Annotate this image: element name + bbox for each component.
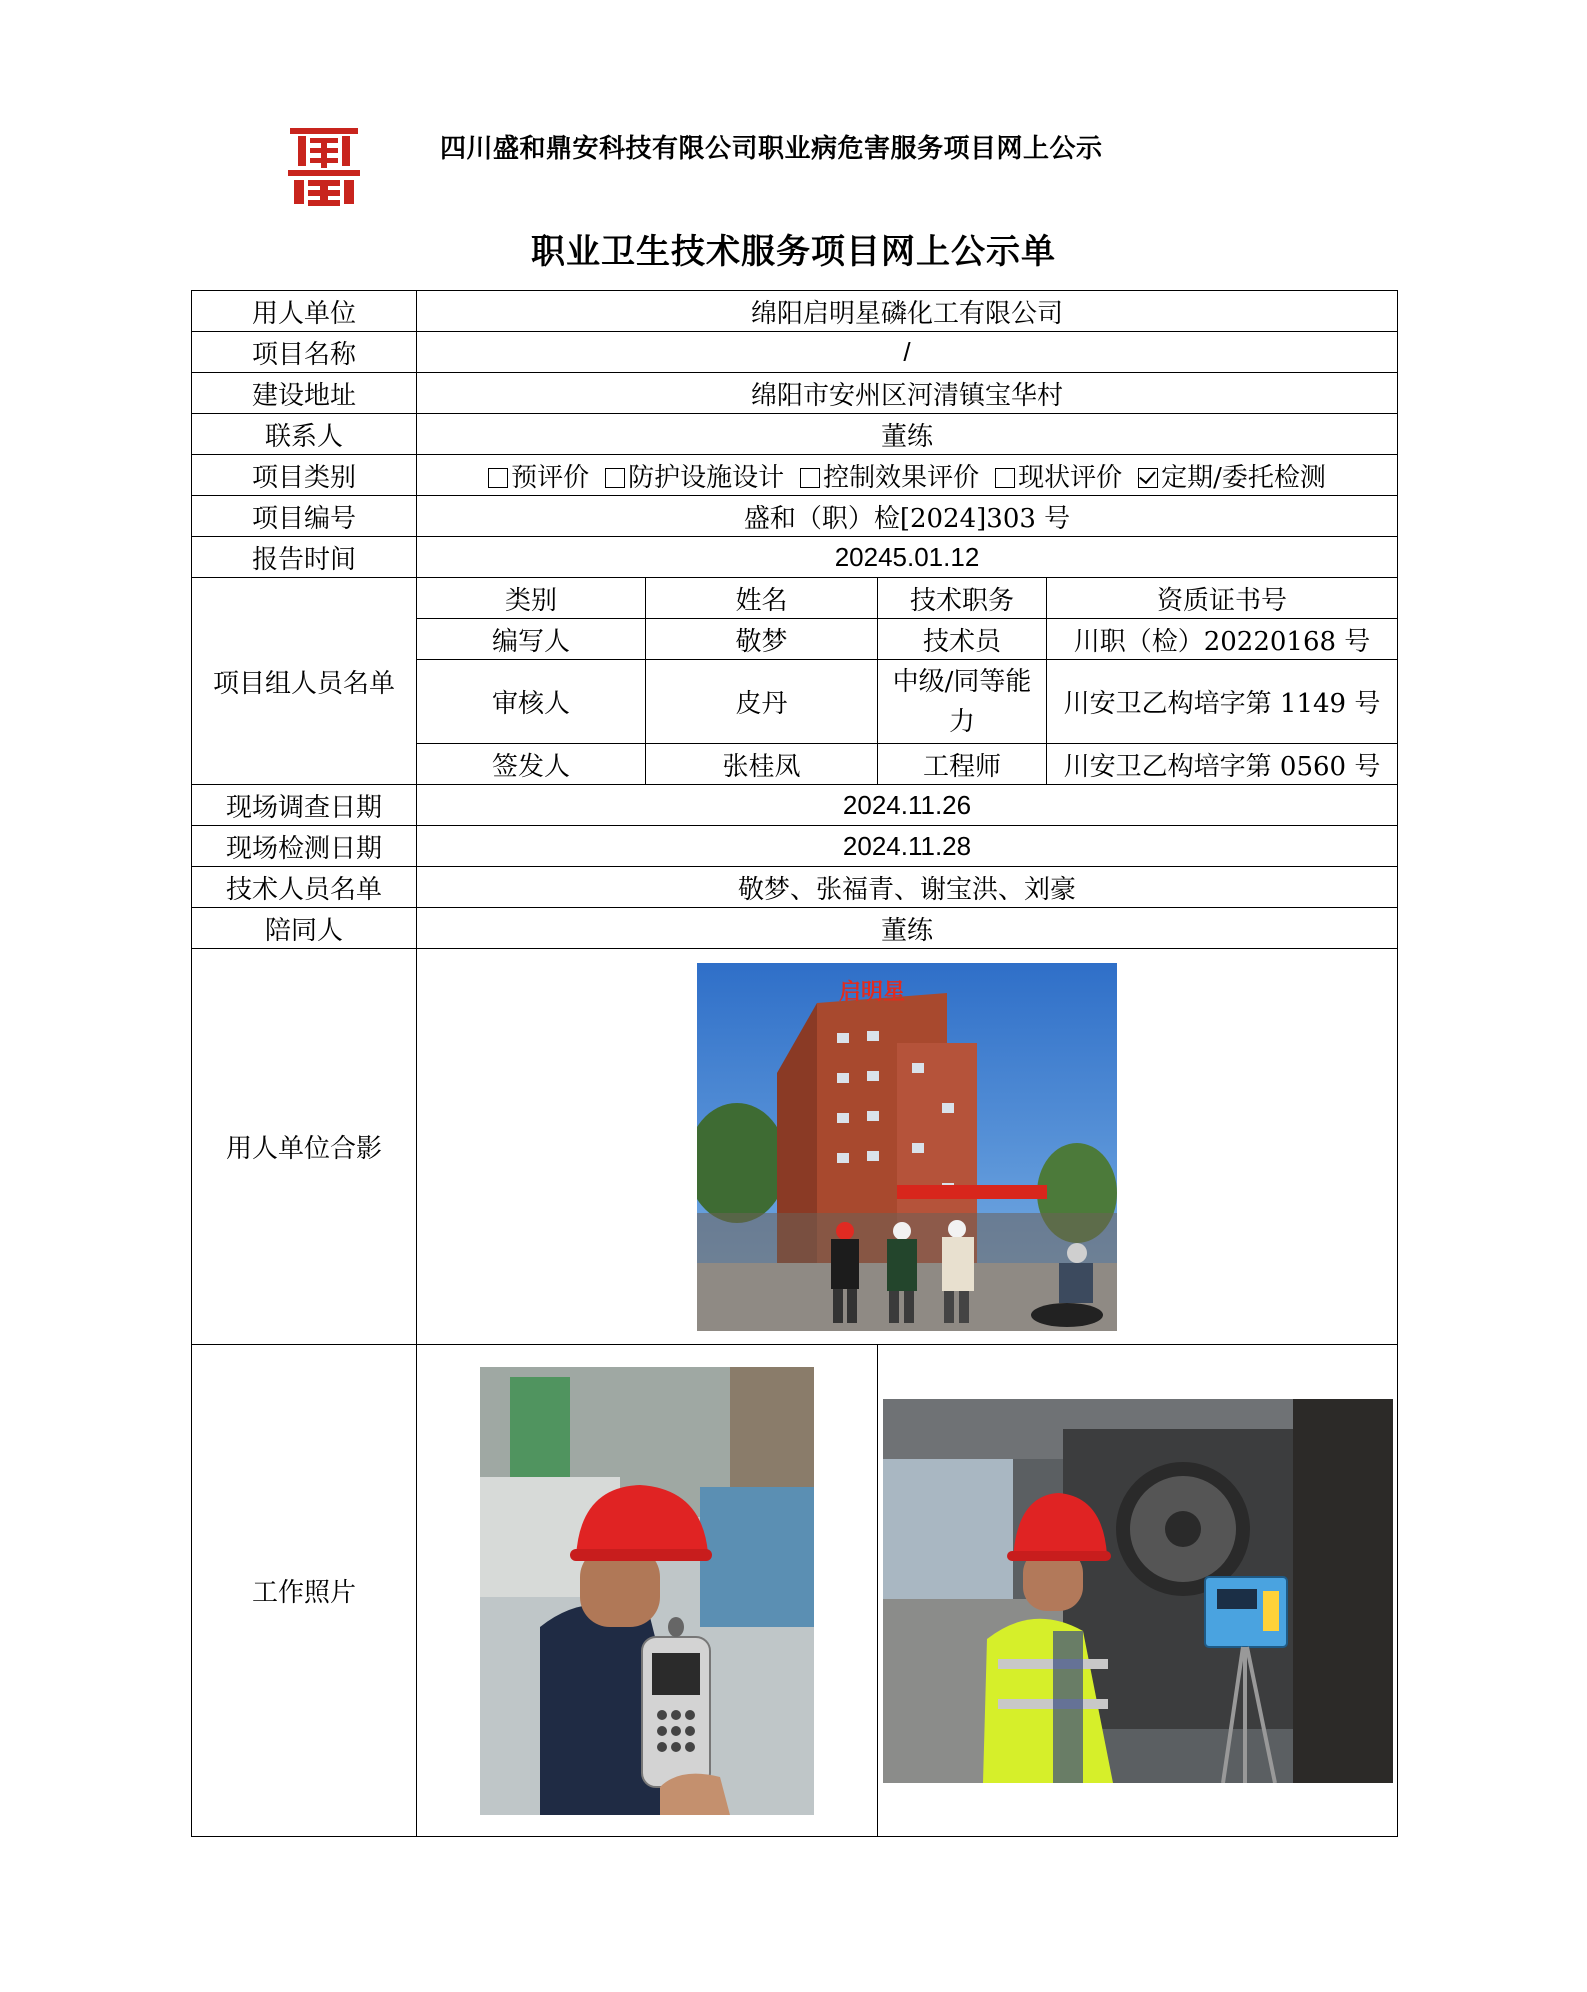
row-project-name	[192, 332, 1398, 373]
value-employer: 绵阳启明星磷化工有限公司	[417, 291, 1398, 332]
label-category: 项目类别	[192, 455, 417, 496]
row-team-header	[192, 578, 1398, 619]
team-member-role: 审核人	[417, 660, 646, 744]
row-escort	[192, 908, 1398, 949]
category-option-control-effect[interactable]: 控制效果评价	[800, 457, 979, 494]
checkbox-icon	[800, 468, 820, 488]
category-option-status-evaluation[interactable]: 现状评价	[995, 457, 1122, 494]
row-test-date	[192, 826, 1398, 867]
label-technicians: 技术人员名单	[192, 867, 417, 908]
row-group-photo	[192, 949, 1398, 1345]
row-report-time	[192, 537, 1398, 578]
team-member-role: 签发人	[417, 744, 646, 785]
label-employer: 用人单位	[192, 291, 417, 332]
checkbox-icon	[488, 468, 508, 488]
label-group-photo: 用人单位合影	[192, 949, 417, 1345]
row-address	[192, 373, 1398, 414]
label-team: 项目组人员名单	[192, 578, 417, 785]
team-member-certificate: 川职（检）20220168 号	[1047, 619, 1398, 660]
value-technicians: 敬梦、张福青、谢宝洪、刘豪	[417, 867, 1398, 908]
label-work-photos: 工作照片	[192, 1345, 417, 1837]
value-project-name: /	[417, 332, 1398, 373]
work-photo-cell-left	[417, 1345, 878, 1837]
row-survey-date	[192, 785, 1398, 826]
team-member-name: 皮丹	[646, 660, 878, 744]
notice-form-table	[191, 290, 1398, 1837]
category-option-pre-evaluation[interactable]: 预评价	[488, 457, 589, 494]
value-test-date: 2024.11.28	[417, 826, 1398, 867]
company-logo	[284, 124, 364, 208]
team-header-name: 姓名	[646, 578, 878, 619]
team-header-title: 技术职务	[878, 578, 1047, 619]
label-test-date: 现场检测日期	[192, 826, 417, 867]
label-address: 建设地址	[192, 373, 417, 414]
label-escort: 陪同人	[192, 908, 417, 949]
team-member-certificate: 川安卫乙构培字第 0560 号	[1047, 744, 1398, 785]
work-photo-cell-right	[878, 1345, 1398, 1837]
value-survey-date: 2024.11.26	[417, 785, 1398, 826]
category-option-periodic-testing[interactable]: 定期/委托检测	[1138, 457, 1326, 494]
label-survey-date: 现场调查日期	[192, 785, 417, 826]
checkbox-checked-icon	[1138, 468, 1158, 488]
label-contact: 联系人	[192, 414, 417, 455]
row-contact	[192, 414, 1398, 455]
document-title: 职业卫生技术服务项目网上公示单	[531, 232, 1056, 272]
work-photo-noise-test	[480, 1367, 814, 1815]
row-technicians	[192, 867, 1398, 908]
label-project-number: 项目编号	[192, 496, 417, 537]
work-photo-dust-sampling	[883, 1399, 1393, 1783]
row-category	[192, 455, 1398, 496]
label-project-name: 项目名称	[192, 332, 417, 373]
team-header-category: 类别	[417, 578, 646, 619]
team-member-title: 中级/同等能力	[878, 660, 1047, 744]
team-member-name: 敬梦	[646, 619, 878, 660]
category-option-protection-design[interactable]: 防护设施设计	[605, 457, 784, 494]
row-work-photos	[192, 1345, 1398, 1837]
team-member-name: 张桂凤	[646, 744, 878, 785]
checkbox-icon	[995, 468, 1015, 488]
value-report-time: 20245.01.12	[417, 537, 1398, 578]
row-employer	[192, 291, 1398, 332]
checkbox-icon	[605, 468, 625, 488]
building-sign-text: 启明星	[838, 979, 906, 1005]
category-options	[417, 455, 1398, 496]
row-project-number	[192, 496, 1398, 537]
team-member-role: 编写人	[417, 619, 646, 660]
value-address: 绵阳市安州区河清镇宝华村	[417, 373, 1398, 414]
value-escort: 董练	[417, 908, 1398, 949]
team-member-title: 工程师	[878, 744, 1047, 785]
company-notice-header: 四川盛和鼎安科技有限公司职业病危害服务项目网上公示	[440, 134, 1103, 164]
group-photo-cell	[417, 949, 1398, 1345]
group-photo-image	[697, 963, 1117, 1331]
team-header-certificate: 资质证书号	[1047, 578, 1398, 619]
label-report-time: 报告时间	[192, 537, 417, 578]
value-contact: 董练	[417, 414, 1398, 455]
value-project-number: 盛和（职）检[2024]303 号	[417, 496, 1398, 537]
team-member-title: 技术员	[878, 619, 1047, 660]
team-member-certificate: 川安卫乙构培字第 1149 号	[1047, 660, 1398, 744]
